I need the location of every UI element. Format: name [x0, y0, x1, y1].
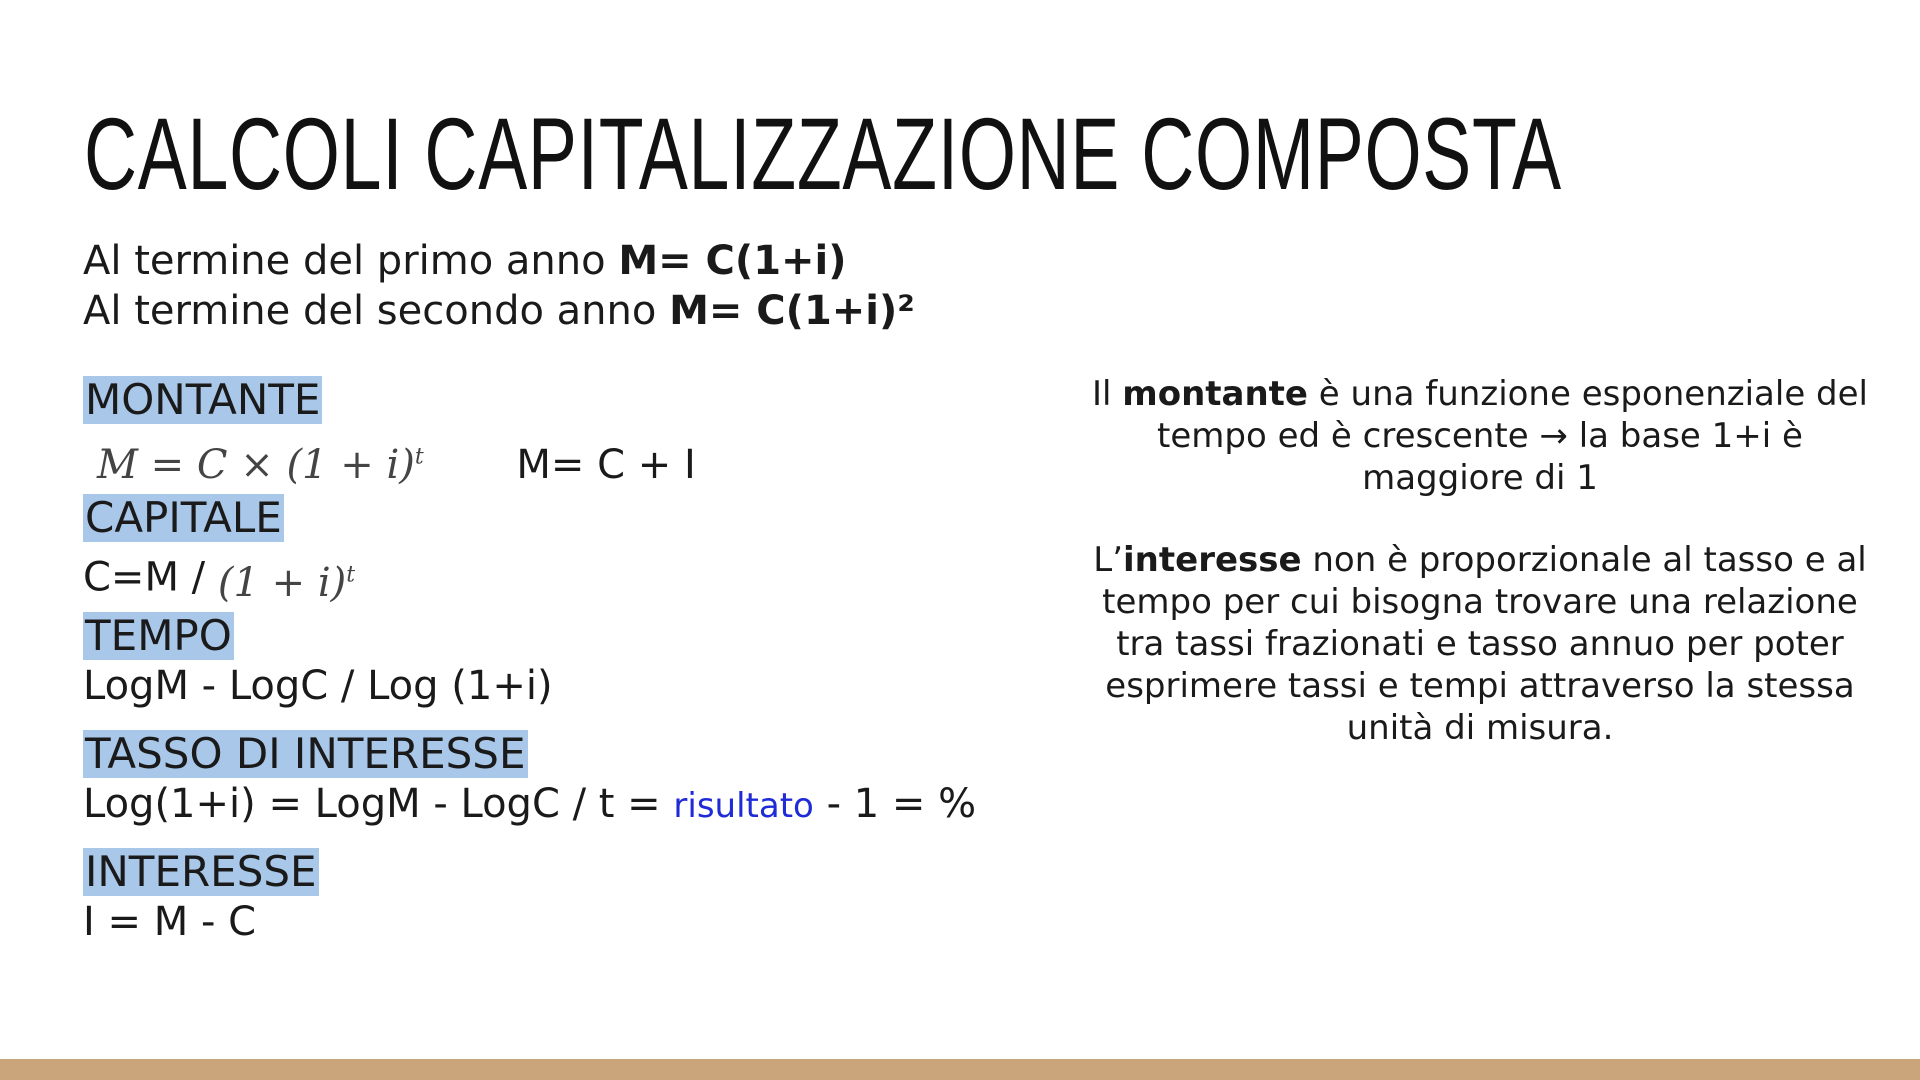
section-label: MONTANTE: [85, 375, 321, 424]
note-keyword: montante: [1122, 374, 1308, 414]
note-text: Il: [1092, 374, 1123, 414]
intro-line-1: [83, 236, 915, 286]
section-label: TASSO DI INTERESSE: [85, 729, 526, 778]
note-text: non è proporzionale al tasso e al tempo per cui bisogna trovare una relazione tra tassi frazionati e tasso annuo per poter esprimere tassi e tempi attraverso la stessa unità di misura.: [1102, 540, 1867, 748]
interesse-formula: I = M - C: [83, 899, 257, 945]
montante-formula-alt: M= C + I: [516, 442, 696, 489]
section-label: CAPITALE: [85, 493, 282, 542]
section-capitale: [83, 493, 356, 607]
intro-text: Al termine del primo anno: [83, 238, 619, 284]
montante-formula-image: $M = C \times (1 + i)^t$: [97, 442, 424, 489]
note-montante: [1080, 373, 1880, 499]
section-montante: [83, 376, 696, 491]
tasso-formula-prefix: Log(1+i) = LogM - LogC / t =: [83, 781, 674, 827]
intro-lines: [83, 236, 915, 336]
section-interesse: [83, 848, 319, 948]
note-text: è una funzione esponenziale del tempo ed è crescente → la base 1+i è maggiore di 1: [1157, 374, 1868, 498]
intro-line-2: [83, 286, 915, 336]
slide-title: CALCOLI CAPITALIZZAZIONE COMPOSTA: [84, 97, 1562, 211]
note-interesse: [1080, 539, 1880, 749]
note-keyword: interesse: [1123, 540, 1302, 580]
capitale-formula: [83, 544, 356, 607]
bottom-accent-bar: [0, 1059, 1920, 1080]
intro-formula: M= C(1+i)²: [669, 288, 915, 334]
tempo-formula: LogM - LogC / Log (1+i): [83, 663, 553, 709]
intro-text: Al termine del secondo anno: [83, 288, 670, 334]
intro-formula: M= C(1+i): [618, 238, 847, 284]
tasso-formula-result: risultato: [673, 786, 814, 826]
section-tempo: [83, 612, 553, 712]
montante-formulas: [83, 432, 696, 491]
tasso-formula: [83, 778, 976, 832]
capitale-formula-image: $(1 + i)^t$: [217, 560, 356, 607]
capitale-formula-prefix: C=M /: [83, 554, 218, 601]
section-tasso: [83, 730, 976, 832]
note-text: L’: [1093, 540, 1124, 580]
tasso-formula-suffix: - 1 = %: [813, 781, 977, 827]
section-label: INTERESSE: [85, 847, 317, 896]
section-label: TEMPO: [85, 611, 232, 660]
